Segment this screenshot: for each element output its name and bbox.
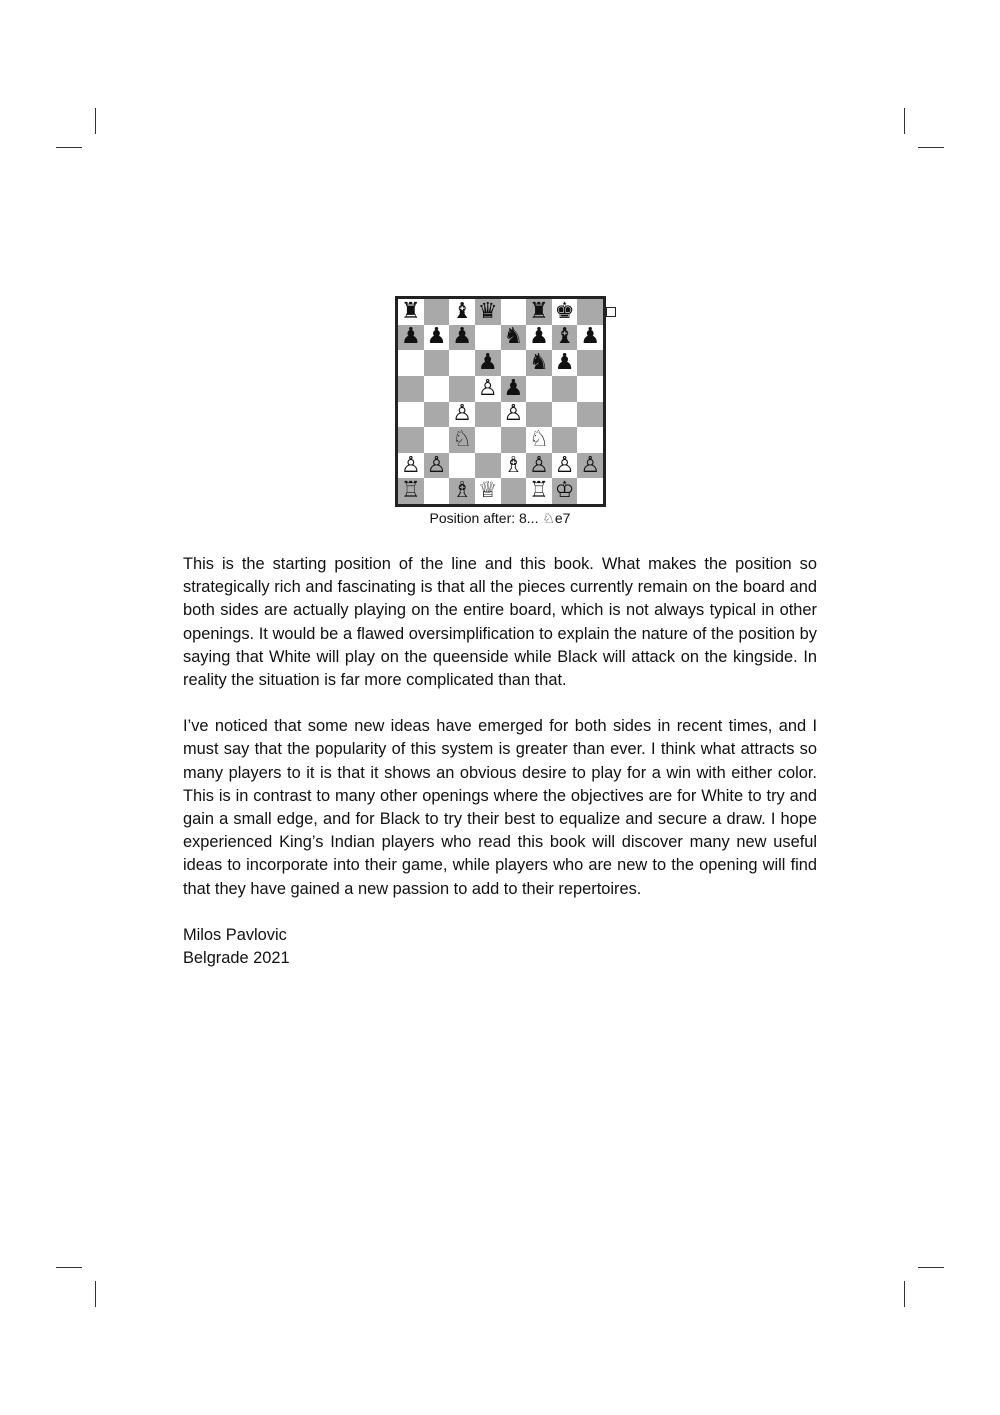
crop-mark — [904, 108, 905, 134]
crop-mark — [918, 1267, 944, 1268]
chess-piece-icon: ♟ — [554, 350, 575, 376]
square-e7 — [501, 325, 527, 351]
chess-piece-icon: ♛ — [477, 299, 498, 324]
square-e4 — [501, 402, 527, 428]
square-b7 — [424, 325, 450, 351]
square-c8 — [449, 299, 475, 325]
chess-piece-icon: ♞ — [529, 350, 549, 376]
square-a8 — [398, 299, 424, 325]
square-d1 — [475, 478, 501, 504]
paragraph-2: I’ve noticed that some new ideas have emerged for both sides in recent times, and I must say that the popularity of this system is greater than ever. I think what attracts so many players to it is that it shows an obvious desire to play for a win with either color. This is in contrast to many other openings where the objectives are for White to try and gain a small edge, and for Black to try their best to equalize and secure a draw. I hope experienced King’s Indian players who read this book will discover many new useful ideas to incorporate into their game, while players who are new to the opening will find that they have gained a new passion to add to their repertoires. — [183, 717, 817, 898]
square-e5 — [501, 376, 527, 402]
crop-mark — [904, 1281, 905, 1307]
signature-place-year: Belgrade 2021 — [183, 949, 290, 968]
square-e3 — [501, 427, 527, 453]
diagram-caption: Position after: 8... ♘e7 — [429, 510, 571, 526]
chess-piece-icon: ♜ — [400, 299, 421, 324]
chess-piece-icon: ♙ — [554, 452, 575, 478]
square-d7 — [475, 325, 501, 351]
side-to-move-marker — [606, 307, 616, 317]
square-a7 — [398, 325, 424, 351]
chess-piece-icon: ♗ — [503, 452, 524, 478]
chess-piece-icon: ♙ — [580, 452, 601, 478]
square-f1 — [526, 478, 552, 504]
square-d8 — [475, 299, 501, 325]
square-h2 — [577, 453, 603, 479]
chess-piece-icon: ♞ — [503, 324, 524, 350]
chess-piece-icon: ♟ — [400, 324, 421, 350]
chess-piece-icon: ♟ — [452, 324, 472, 350]
square-c7 — [449, 325, 475, 351]
chess-piece-icon: ♘ — [529, 427, 549, 452]
square-f7 — [526, 325, 552, 351]
square-e8 — [501, 299, 527, 325]
square-g8 — [552, 299, 578, 325]
chess-piece-icon: ♙ — [426, 452, 447, 478]
square-g6 — [552, 350, 578, 376]
square-c1 — [449, 478, 475, 504]
square-b4 — [424, 402, 450, 428]
square-b3 — [424, 427, 450, 453]
square-c3 — [449, 427, 475, 453]
square-e1 — [501, 478, 527, 504]
chess-piece-icon: ♖ — [400, 478, 421, 504]
square-b1 — [424, 478, 450, 504]
square-a5 — [398, 376, 424, 402]
chess-piece-icon: ♟ — [529, 324, 549, 350]
square-f4 — [526, 402, 552, 428]
square-d6 — [475, 350, 501, 376]
chess-board — [395, 296, 606, 507]
square-a6 — [398, 350, 424, 376]
square-h3 — [577, 427, 603, 453]
crop-mark — [95, 1281, 96, 1307]
chess-piece-icon: ♙ — [452, 401, 472, 427]
crop-mark — [56, 1267, 82, 1268]
square-d5 — [475, 376, 501, 402]
square-g2 — [552, 453, 578, 479]
square-f2 — [526, 453, 552, 479]
square-a4 — [398, 402, 424, 428]
chess-piece-icon: ♝ — [452, 299, 472, 324]
chess-piece-icon: ♚ — [554, 299, 575, 324]
square-g5 — [552, 376, 578, 402]
chess-piece-icon: ♟ — [503, 375, 524, 401]
square-g1 — [552, 478, 578, 504]
chess-piece-icon: ♖ — [529, 478, 549, 504]
signature-author: Milos Pavlovic — [183, 925, 287, 944]
body-text — [183, 553, 817, 970]
square-f6 — [526, 350, 552, 376]
square-h8 — [577, 299, 603, 325]
chess-piece-icon: ♙ — [400, 452, 421, 478]
square-h1 — [577, 478, 603, 504]
square-e6 — [501, 350, 527, 376]
chess-piece-icon: ♜ — [529, 299, 549, 324]
crop-mark — [56, 147, 82, 148]
square-b2 — [424, 453, 450, 479]
chess-diagram — [395, 296, 606, 507]
square-c6 — [449, 350, 475, 376]
square-b8 — [424, 299, 450, 325]
square-a1 — [398, 478, 424, 504]
square-d3 — [475, 427, 501, 453]
chess-piece-icon: ♔ — [554, 478, 575, 504]
paragraph-1: This is the starting position of the line and this book. What makes the position so strategically rich and fascinating is that all the pieces currently remain on the board and both sides are actually playing on the entire board, which is not always typical in other openings. It would be a flawed oversimplification to explain the nature of the position by saying that White will play on the queenside while Black will attack on the kingside. In reality the situation is far more complicated than that. — [183, 555, 817, 690]
square-f3 — [526, 427, 552, 453]
square-d4 — [475, 402, 501, 428]
square-a3 — [398, 427, 424, 453]
chess-piece-icon: ♟ — [477, 350, 498, 376]
chess-piece-icon: ♙ — [477, 375, 498, 401]
crop-mark — [918, 147, 944, 148]
square-h5 — [577, 376, 603, 402]
chess-piece-icon: ♗ — [452, 478, 472, 504]
square-b6 — [424, 350, 450, 376]
chess-piece-icon: ♝ — [554, 324, 575, 350]
square-e2 — [501, 453, 527, 479]
square-c4 — [449, 402, 475, 428]
square-h4 — [577, 402, 603, 428]
square-c5 — [449, 376, 475, 402]
square-h7 — [577, 325, 603, 351]
crop-mark — [95, 108, 96, 134]
chess-piece-icon: ♟ — [426, 324, 447, 350]
square-g4 — [552, 402, 578, 428]
chess-piece-icon: ♙ — [503, 401, 524, 427]
chess-piece-icon: ♕ — [477, 478, 498, 504]
square-g7 — [552, 325, 578, 351]
square-a2 — [398, 453, 424, 479]
square-d2 — [475, 453, 501, 479]
square-f8 — [526, 299, 552, 325]
square-b5 — [424, 376, 450, 402]
chess-piece-icon: ♟ — [580, 324, 601, 350]
chess-piece-icon: ♘ — [452, 427, 472, 452]
chess-piece-icon: ♙ — [529, 452, 549, 478]
square-c2 — [449, 453, 475, 479]
square-h6 — [577, 350, 603, 376]
square-g3 — [552, 427, 578, 453]
square-f5 — [526, 376, 552, 402]
